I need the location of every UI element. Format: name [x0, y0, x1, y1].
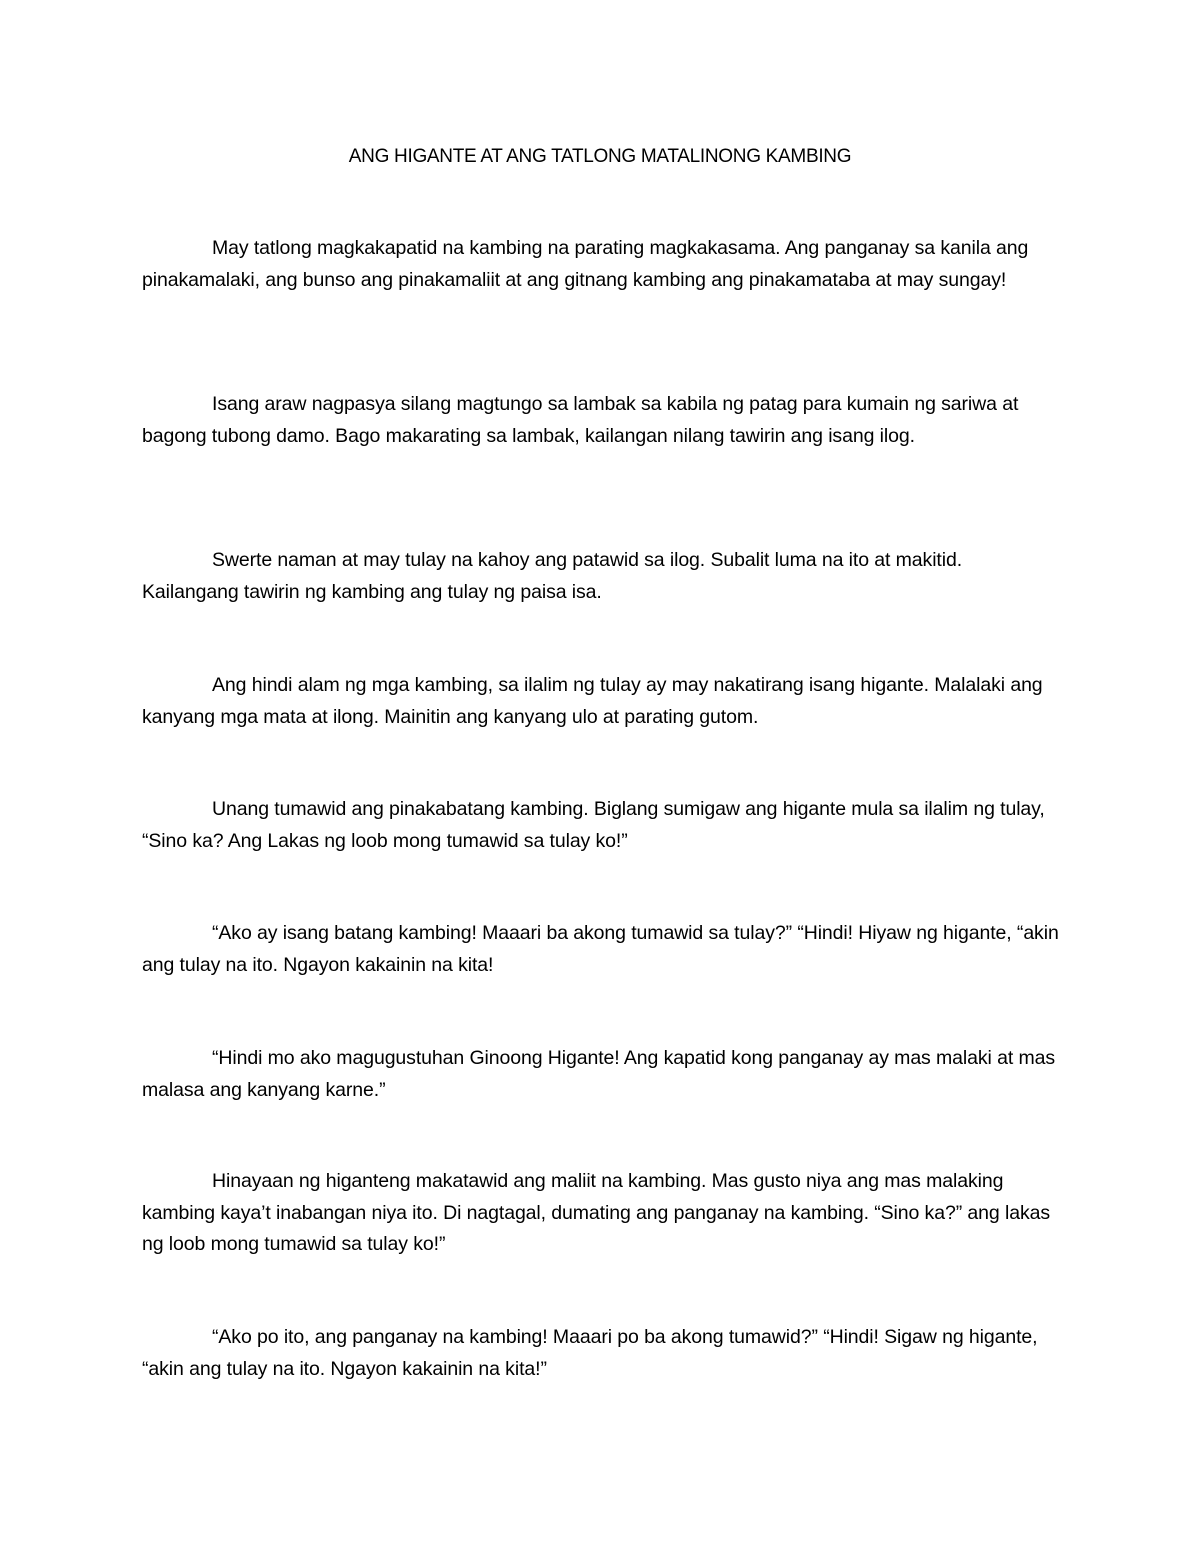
paragraph-7: “Hindi mo ako magugustuhan Ginoong Higante! Ang kapatid kong panganay ay mas malaki at mas malasa ang kanyang karne.” — [142, 1047, 1056, 1101]
paragraph-4: Ang hindi alam ng mga kambing, sa ilalim ng tulay ay may nakatirang isang higante. Malalaki ang kanyang mga mata at ilong. Mainitin ang kanyang ulo at parating gutom. — [142, 674, 1043, 728]
paragraph-9: “Ako po ito, ang panganay na kambing! Maaari po ba akong tumawid?” “Hindi! Sigaw ng higante, “akin ang tulay na ito. Ngayon kakainin na kita!” — [142, 1326, 1038, 1380]
paragraph-5: Unang tumawid ang pinakabatang kambing. Biglang sumigaw ang higante mula sa ilalim ng tulay, “Sino ka? Ang Lakas ng loob mong tumawid sa tulay ko!” — [142, 798, 1045, 852]
paragraph-3: Swerte naman at may tulay na kahoy ang patawid sa ilog. Subalit luma na ito at makitid. Kailangang tawirin ng kambing ang tulay ng paisa isa. — [142, 549, 963, 603]
document-title: ANG HIGANTE AT ANG TATLONG MATALINONG KAMBING — [348, 146, 852, 167]
paragraph-6: “Ako ay isang batang kambing! Maaari ba akong tumawid sa tulay?” “Hindi! Hiyaw ng higante, “akin ang tulay na ito. Ngayon kakainin na kita! — [142, 922, 1059, 976]
paragraph-1: May tatlong magkakapatid na kambing na parating magkakasama. Ang panganay sa kanila ang pinakamalaki, ang bunso ang pinakamaliit at ang gitnang kambing ang pinakamataba at may sungay! — [142, 237, 1029, 291]
paragraph-2: Isang araw nagpasya silang magtungo sa lambak sa kabila ng patag para kumain ng sariwa at bagong tubong damo. Bago makarating sa lambak, kailangan nilang tawirin ang isang ilog. — [142, 393, 1019, 447]
paragraph-8: Hinayaan ng higanteng makatawid ang maliit na kambing. Mas gusto niya ang mas malaking kambing kaya’t inabangan niya ito. Di nagtagal, dumating ang panganay na kambing. “Sino ka?” ang lakas ng loob mong tumawid sa tulay ko!” — [142, 1170, 1050, 1255]
